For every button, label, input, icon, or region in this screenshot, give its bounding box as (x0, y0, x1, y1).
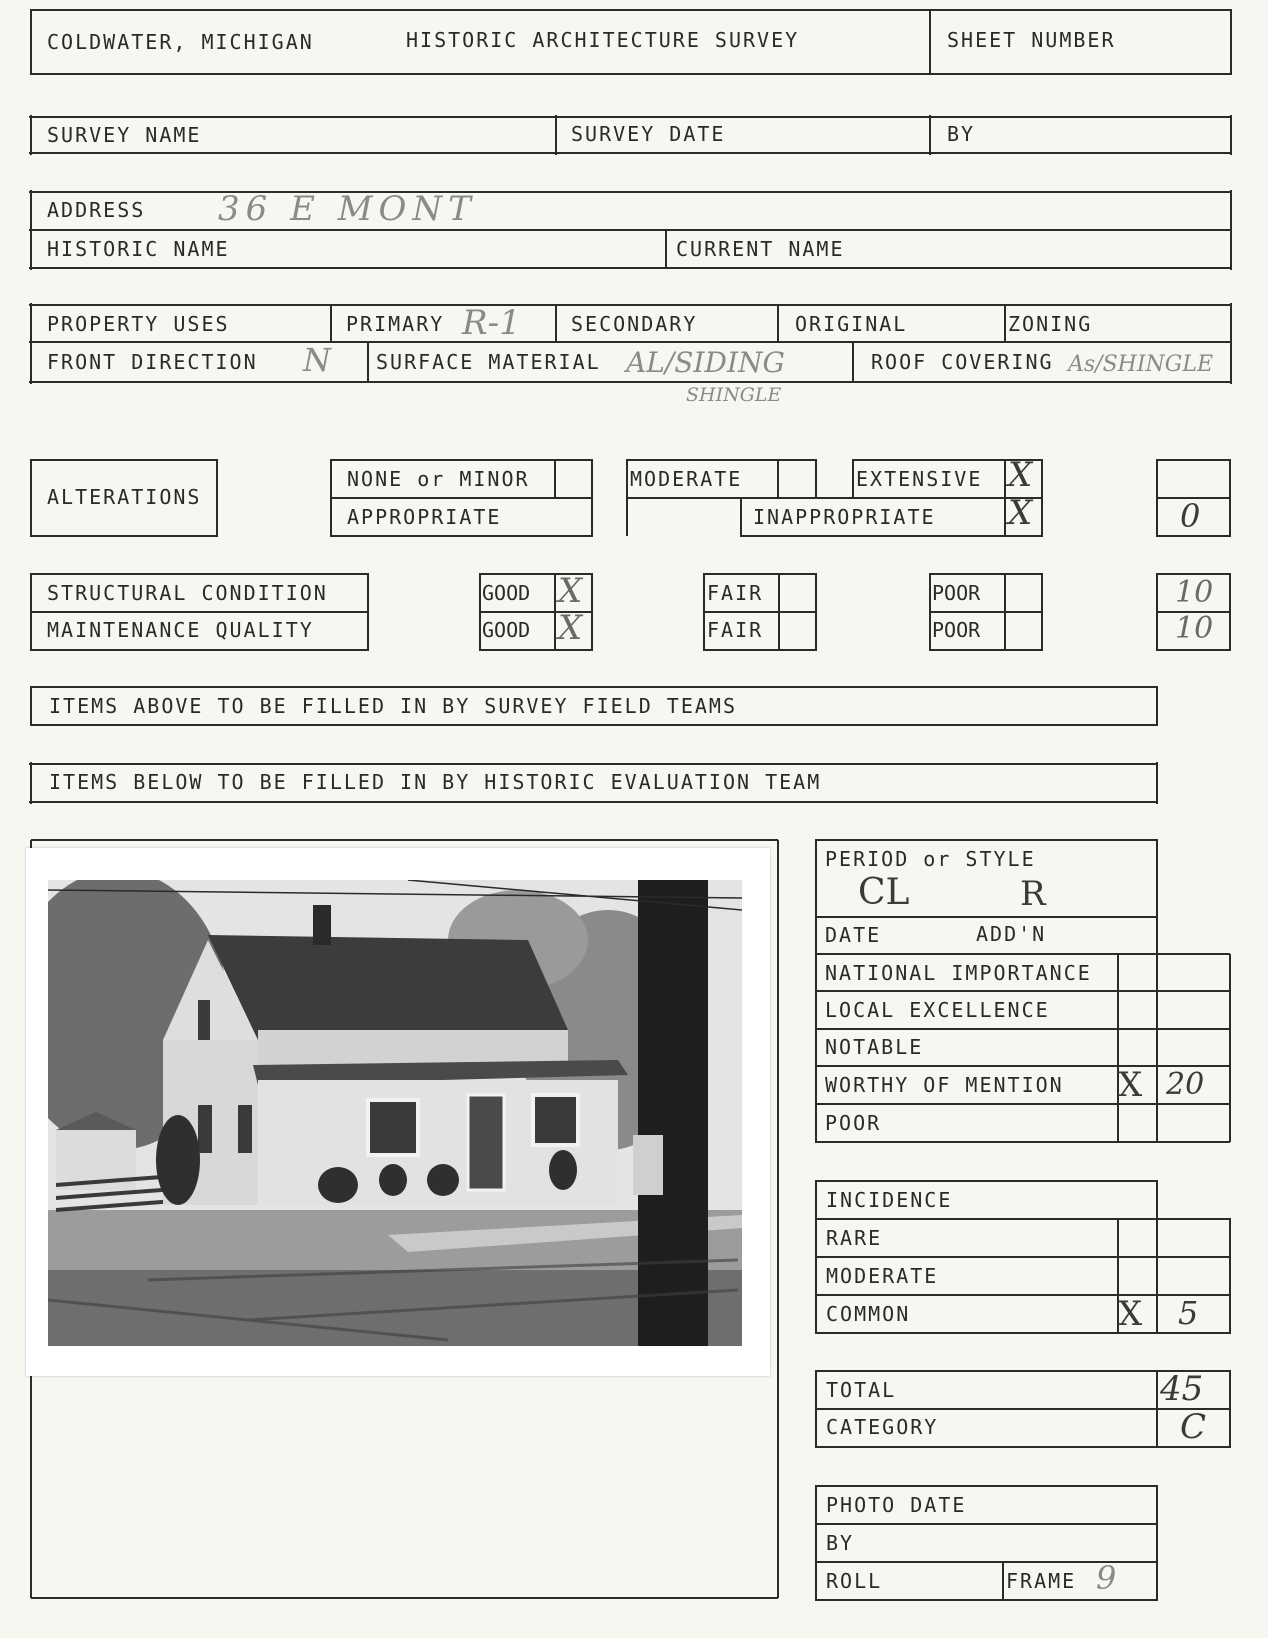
period-style-value-2: R (1020, 874, 1046, 914)
incidence-moderate-label: MODERATE (826, 1264, 939, 1288)
property-uses-label: PROPERTY USES (47, 312, 230, 336)
period-style-label: PERIOD or STYLE (825, 847, 1036, 871)
worthy-of-mention-label: WORTHY OF MENTION (825, 1073, 1064, 1097)
address-value: 36 E MONT (218, 189, 477, 229)
common-label: COMMON (826, 1302, 911, 1326)
common-mark: X (1118, 1294, 1143, 1334)
city-label: COLDWATER, MICHIGAN (47, 30, 314, 54)
maintenance-good-label: GOOD (482, 618, 531, 642)
zoning-label: ZONING (1008, 312, 1093, 336)
original-label: ORIGINAL (795, 312, 908, 336)
house-photo (48, 880, 742, 1346)
surface-material-label: SURFACE MATERIAL (376, 350, 601, 374)
structural-poor-label: POOR (932, 581, 981, 605)
current-name-label: CURRENT NAME (676, 237, 845, 261)
inappropriate-label: INAPPROPRIATE (753, 505, 936, 529)
maintenance-quality-label: MAINTENANCE QUALITY (47, 618, 314, 642)
period-style-value: CL (858, 872, 910, 913)
appropriate-label: APPROPRIATE (347, 505, 502, 529)
roll-label: ROLL (826, 1569, 883, 1593)
frame-value: 9 (1096, 1559, 1117, 1597)
alterations-label: ALTERATIONS (47, 485, 202, 509)
note-above: ITEMS ABOVE TO BE FILLED IN BY SURVEY FIELD TEAMS (49, 694, 738, 718)
inappropriate-mark: X (1008, 493, 1033, 533)
worthy-of-mention-score: 20 (1166, 1067, 1205, 1102)
worthy-of-mention-mark: X (1118, 1065, 1143, 1105)
primary-value: R-1 (462, 303, 521, 343)
common-score: 5 (1178, 1294, 1199, 1332)
address-label: ADDRESS (47, 198, 146, 222)
property-photo-card (26, 848, 770, 1376)
rare-label: RARE (826, 1226, 883, 1250)
national-importance-label: NATIONAL IMPORTANCE (825, 961, 1092, 985)
maintenance-good-mark: X (558, 608, 583, 648)
extensive-mark: X (1008, 455, 1033, 495)
maintenance-poor-label: POOR (932, 618, 981, 642)
local-excellence-label: LOCAL EXCELLENCE (825, 998, 1050, 1022)
maintenance-score: 10 (1175, 611, 1214, 646)
photo-date-label: PHOTO DATE (826, 1493, 967, 1517)
structural-fair-label: FAIR (707, 581, 764, 605)
maintenance-fair-label: FAIR (707, 618, 764, 642)
none-minor-label: NONE or MINOR (347, 467, 530, 491)
category-value: C (1180, 1407, 1207, 1447)
roof-covering-value: As/SHINGLE (1068, 352, 1214, 377)
notable-label: NOTABLE (825, 1035, 924, 1059)
frame-label: FRAME (1006, 1569, 1077, 1593)
photo-by-label: BY (826, 1531, 855, 1555)
structural-condition-label: STRUCTURAL CONDITION (47, 581, 328, 605)
structural-score: 10 (1175, 575, 1214, 610)
front-direction-label: FRONT DIRECTION (47, 350, 258, 374)
secondary-label: SECONDARY (571, 312, 698, 336)
evaluation-poor-label: POOR (825, 1111, 882, 1135)
total-label: TOTAL (826, 1378, 897, 1402)
roof-covering-label: ROOF COVERING (871, 350, 1054, 374)
note-below: ITEMS BELOW TO BE FILLED IN BY HISTORIC EVALUATION TEAM (49, 770, 822, 794)
survey-name-label: SURVEY NAME (47, 123, 202, 147)
addn-label: ADD'N (976, 922, 1047, 946)
primary-label: PRIMARY (346, 312, 445, 336)
form-title: HISTORIC ARCHITECTURE SURVEY (406, 28, 800, 52)
sheet-number-label: SHEET NUMBER (947, 28, 1116, 52)
surface-material-note: SHINGLE (686, 384, 782, 406)
moderate-label: MODERATE (630, 467, 743, 491)
category-label: CATEGORY (826, 1415, 939, 1439)
total-value: 45 (1160, 1369, 1204, 1409)
historic-name-label: HISTORIC NAME (47, 237, 230, 261)
front-direction-value: N (303, 341, 331, 379)
incidence-label: INCIDENCE (826, 1188, 953, 1212)
survey-by-label: BY (947, 122, 976, 146)
structural-good-mark: X (558, 571, 583, 611)
structural-good-label: GOOD (482, 581, 531, 605)
date-label: DATE (825, 923, 882, 947)
survey-date-label: SURVEY DATE (571, 122, 726, 146)
surface-material-value: AL/SIDING (626, 346, 785, 379)
alterations-score: 0 (1180, 497, 1201, 535)
extensive-label: EXTENSIVE (856, 467, 983, 491)
